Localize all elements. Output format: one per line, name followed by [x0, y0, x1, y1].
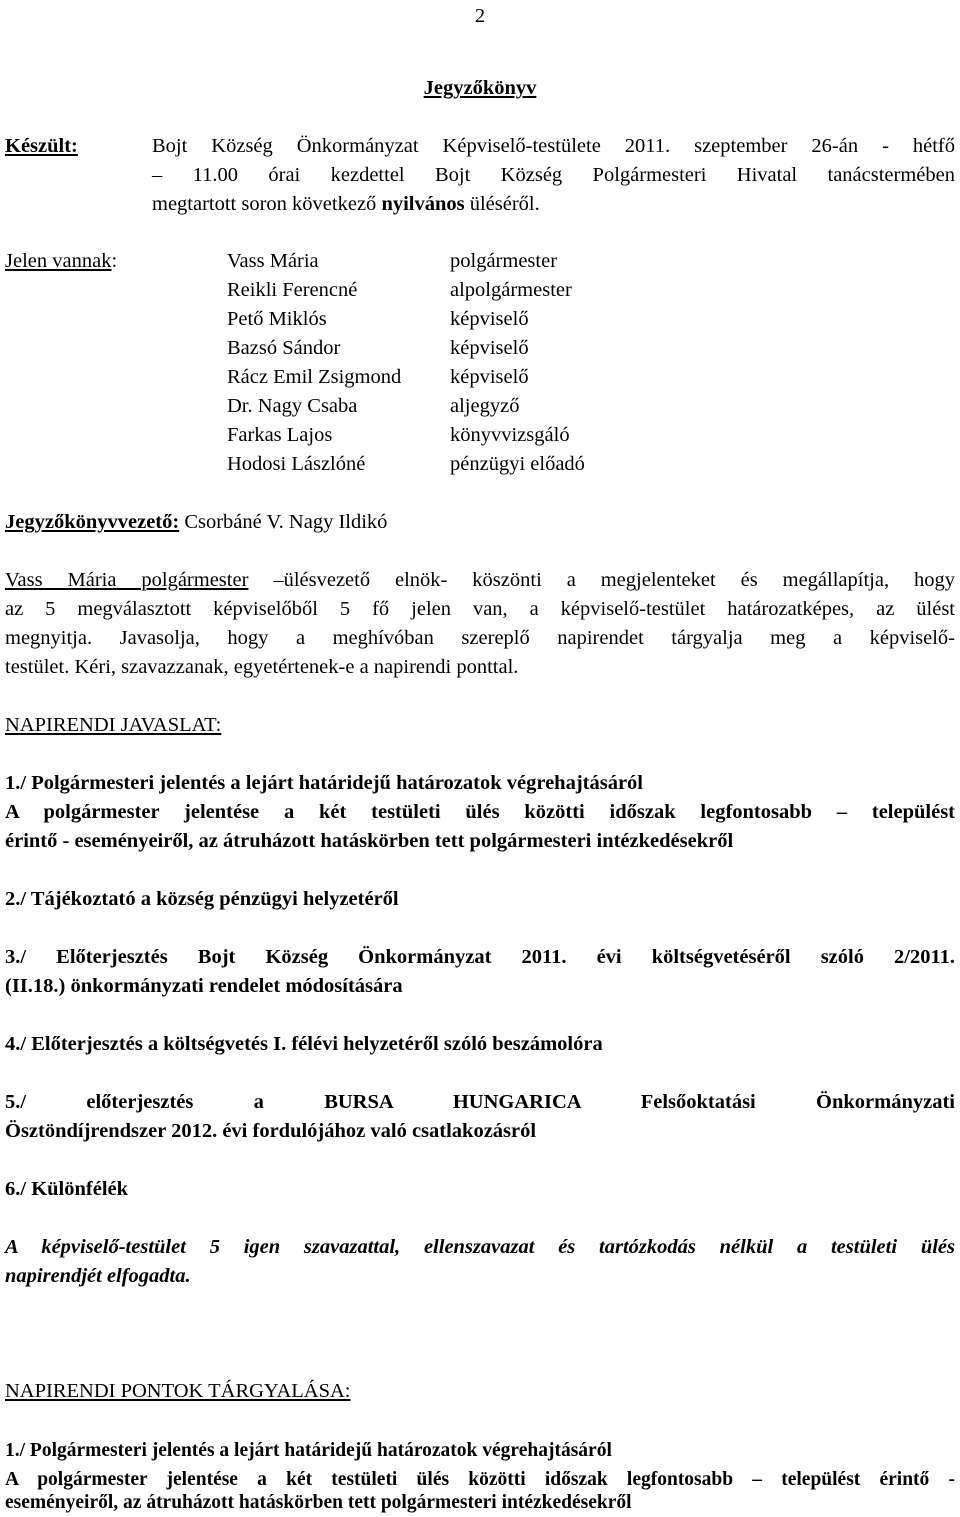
keszult-line-2: – 11.00 órai kezdettel Bojt Község Polgármesteri Hivatal tanácstermében [152, 164, 955, 186]
agenda-item-5-line-1: 5./ előterjesztés a BURSA HUNGARICA Felsőoktatási Önkormányzati [5, 1091, 955, 1113]
attendee-name: Bazsó Sándor [227, 337, 341, 359]
attendee-name: Reikli Ferencné [227, 279, 358, 301]
jelen-vannak-text: Jelen vannak [5, 250, 112, 272]
jelen-vannak-colon: : [111, 250, 118, 272]
attendee-role: képviselő [450, 366, 529, 388]
attendee-role: könyvvizsgáló [450, 424, 570, 446]
attendee-role: polgármester [450, 250, 558, 272]
agenda-item-6: 6./ Különfélék [5, 1178, 129, 1200]
napirendi-javaslat-heading: NAPIRENDI JAVASLAT: [5, 714, 222, 736]
keszult-line-1: Bojt Község Önkormányzat Képviselő-testülete 2011. szeptember 26-án - hétfő [152, 135, 955, 157]
page-number: 2 [474, 5, 486, 27]
attendee-role: képviselő [450, 337, 529, 359]
attendee-name: Pető Miklós [227, 308, 327, 330]
jelen-vannak-label [5, 247, 117, 276]
intro-line-2: az 5 megválasztott képviselőből 5 fő jelen van, a képviselő-testület határozatképes, az ülést [5, 598, 955, 620]
keszult-line-3 [152, 190, 540, 219]
attendee-name: Rácz Emil Zsigmond [227, 366, 402, 388]
document-title: Jegyzőkönyv [423, 77, 537, 99]
intro-line-4: testület. Kéri, szavazzanak, egyetértenek-e a napirendi ponttal. [5, 656, 519, 678]
attendee-role: aljegyző [450, 395, 520, 417]
agenda-item-5-line-2: Ösztöndíjrendszer 2012. évi fordulójához való csatlakozásról [5, 1120, 537, 1142]
intro-line-3: megnyitja. Javasolja, hogy a meghívóban szereplő napirendet tárgyalja meg a képviselő- [5, 627, 955, 649]
targyalas-heading: NAPIRENDI PONTOK TÁRGYALÁSA: [5, 1380, 351, 1402]
attendee-name: Hodosi Lászlóné [227, 453, 366, 475]
keszult-nyilvanos: nyilvános [381, 193, 465, 215]
intro-speaker: Vass Mária polgármester [5, 569, 249, 591]
attendee-name: Dr. Nagy Csaba [227, 395, 358, 417]
jegyzokonyvvezeto-name: Csorbáné V. Nagy Ildikó [179, 511, 388, 533]
attendee-role: képviselő [450, 308, 529, 330]
agenda-item-1-line-1: 1./ Polgármesteri jelentés a lejárt határidejű határozatok végrehajtásáról [5, 772, 643, 794]
decision-line-1: A képviselő-testület 5 igen szavazattal, ellenszavazat és tartózkodás nélkül a testületi ülés [5, 1236, 955, 1258]
keszult-line-3-prefix: megtartott soron következő [152, 193, 382, 215]
agenda-item-1-line-3: érintő - eseményeiről, az átruházott hatáskörben tett polgármesteri intézkedésekről [5, 830, 734, 852]
keszult-label: Készült: [5, 135, 78, 157]
agenda-item-3-line-2: (II.18.) önkormányzati rendelet módosítására [5, 975, 403, 997]
targyalas-item-1-line-1: 1./ Polgármesteri jelentés a lejárt határidejű határozatok végrehajtásáról [5, 1440, 612, 1461]
targyalas-item-1-line-2: A polgármester jelentése a két testületi ülés közötti időszak legfontosabb – települést érintő - [5, 1469, 955, 1490]
jegyzokonyvvezeto [5, 508, 387, 537]
targyalas-item-1-line-3: eseményeiről, az átruházott hatáskörben tett polgármesteri intézkedésekről [5, 1492, 632, 1513]
agenda-item-4: 4./ Előterjesztés a költségvetés I. félévi helyzetéről szóló beszámolóra [5, 1033, 603, 1055]
agenda-item-3-line-1: 3./ Előterjesztés Bojt Község Önkormányzat 2011. évi költségvetéséről szóló 2/2011. [5, 946, 955, 968]
attendee-name: Vass Mária [227, 250, 319, 272]
intro-line-1-rest: –ülésvezető elnök- köszönti a megjelenteket és megállapítja, hogy [248, 569, 955, 591]
attendee-name: Farkas Lajos [227, 424, 333, 446]
intro-line-1 [5, 566, 955, 595]
jegyzokonyvvezeto-label: Jegyzőkönyvvezető: [5, 511, 180, 533]
decision-line-2: napirendjét elfogadta. [5, 1265, 191, 1287]
keszult-line-3-suffix: üléséről. [464, 193, 540, 215]
attendee-role: pénzügyi előadó [450, 453, 585, 475]
attendee-role: alpolgármester [450, 279, 572, 301]
agenda-item-2: 2./ Tájékoztató a község pénzügyi helyzetéről [5, 888, 399, 910]
agenda-item-1-line-2: A polgármester jelentése a két testületi ülés közötti időszak legfontosabb – települést [5, 801, 955, 823]
